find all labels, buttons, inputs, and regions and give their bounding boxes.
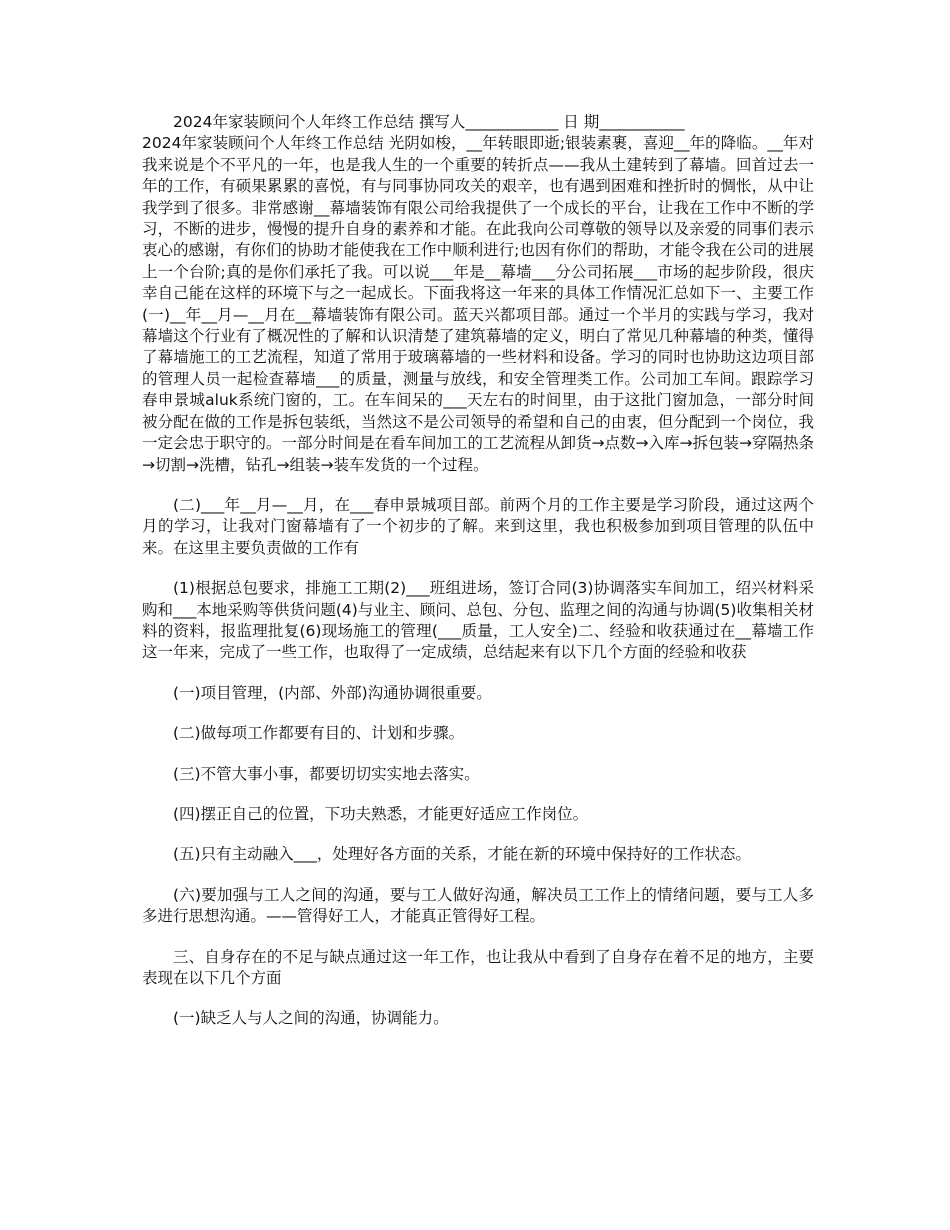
document-body-paragraph-3: (1)根据总包要求，排施工工期(2)___班组进场，签订合同(3)协调落实车间加工，绍兴材料采购和___本地采购等供货问题(4)与业主、顾问、总包、分包、监理之间的沟通与协调(5)收集相关材料的资料，报监理批复(6)现场施工的管理(___质量，工人安全)二、经验和收获通过在__幕墙工作这一年来，完成了一些工作，也取得了一定成绩，总结起来有以下几个方面的经验和收获	[142, 579, 814, 662]
paragraph-text: 2024年家装顾问个人年终工作总结 光阴如梭，__年转眼即逝;银装素裹，喜迎__年的降临。__年对我来说是个不平凡的一年，也是我人生的一个重要的转折点——我从土建转到了幕墙。回首过去一年的工作，有硕果累累的喜悦，有与同事协同攻关的艰辛，也有遇到困难和挫折时的惆怅，从中让我学到了很多。非常感谢__幕墙装饰有限公司给我提供了一个成长的平台，让我在工作中不断的学习，不断的进步，慢慢的提升自身的素养和才能。在此我向公司尊敬的领导以及亲爱的同事们表示衷心的感谢，有你们的协助才能使我在工作中顺利进行;也因有你们的帮助，才能令我在公司的进展上一个台阶;真的是你们承托了我。可以说___年是__幕墙___分公司拓展___市场的起步阶段，很庆幸自己能在这样的环境下与之一起成长。下面我将这一年来的具体工作情况汇总如下一、主要工作(一)__年__月—__月在__幕墙装饰有限公司。蓝天兴都项目部。通过一个半月的实践与学习，我对幕墙这个行业有了概况性的了解和认识清楚了建筑幕墙的定义，明白了常见几种幕墙的种类，懂得了幕墙施工的工艺流程，知道了常用于玻璃幕墙的一些材料和设备。学习的同时也协助这边项目部的管理人员一起检查幕墙___的质量，测量与放线，和安全管理类工作。公司加工车间。跟踪学习春申景城aluk系统门窗的，工。在车间呆的___天左右的时间里，由于这批门窗加急，一部分时间被分配在做的工作是拆包装纸，当然这不是公司领导的希望和自己的由衷，但分配到一个岗位，我一定会忠于职守的。一部分时间是在看车间加工的工艺流程从卸货→点数→入库→拆包装→穿隔热条→切割→洗槽，钻孔→组装→装车发货的一个过程。	[142, 134, 814, 474]
document-body-paragraph-9: (六)要加强与工人之间的沟通，要与工人做好沟通，解决员工工作上的情绪问题，要与工人多多进行思想沟通。——管得好工人，才能真正管得好工程。	[142, 885, 814, 926]
document-body-paragraph-1	[142, 112, 814, 476]
document-body-paragraph-11: (一)缺乏人与人之间的沟通，协调能力。	[173, 1009, 449, 1028]
document-body-paragraph-2: (二)___年__月—__月，在___春申景城项目部。前两个月的工作主要是学习阶段，通过这两个月的学习，让我对门窗幕墙有了一个初步的了解。来到这里，我也积极参加到项目管理的队伍中来。在这里主要负责做的工作有	[142, 495, 814, 557]
document-page	[142, 112, 814, 1049]
document-body-paragraph-4: (一)项目管理，(内部、外部)沟通协调很重要。	[173, 683, 492, 702]
document-body-paragraph-6: (三)不管大事小事，都要切切实实地去落实。	[173, 764, 480, 783]
document-body-paragraph-10: 三、自身存在的不足与缺点通过这一年工作，也让我从中看到了自身存在着不足的地方，主要表现在以下几个方面	[142, 947, 814, 987]
document-body-paragraph-8: (五)只有主动融入___，处理好各方面的关系，才能在新的环境中保持好的工作状态。	[173, 845, 751, 864]
document-header: 2024年家装顾问个人年终工作总结 撰写人____________ 日 期___________	[173, 113, 685, 131]
document-body-paragraph-7: (四)摆正自己的位置，下功夫熟悉，才能更好适应工作岗位。	[173, 804, 589, 823]
document-body-paragraph-5: (二)做每项工作都要有目的、计划和步骤。	[173, 724, 465, 743]
